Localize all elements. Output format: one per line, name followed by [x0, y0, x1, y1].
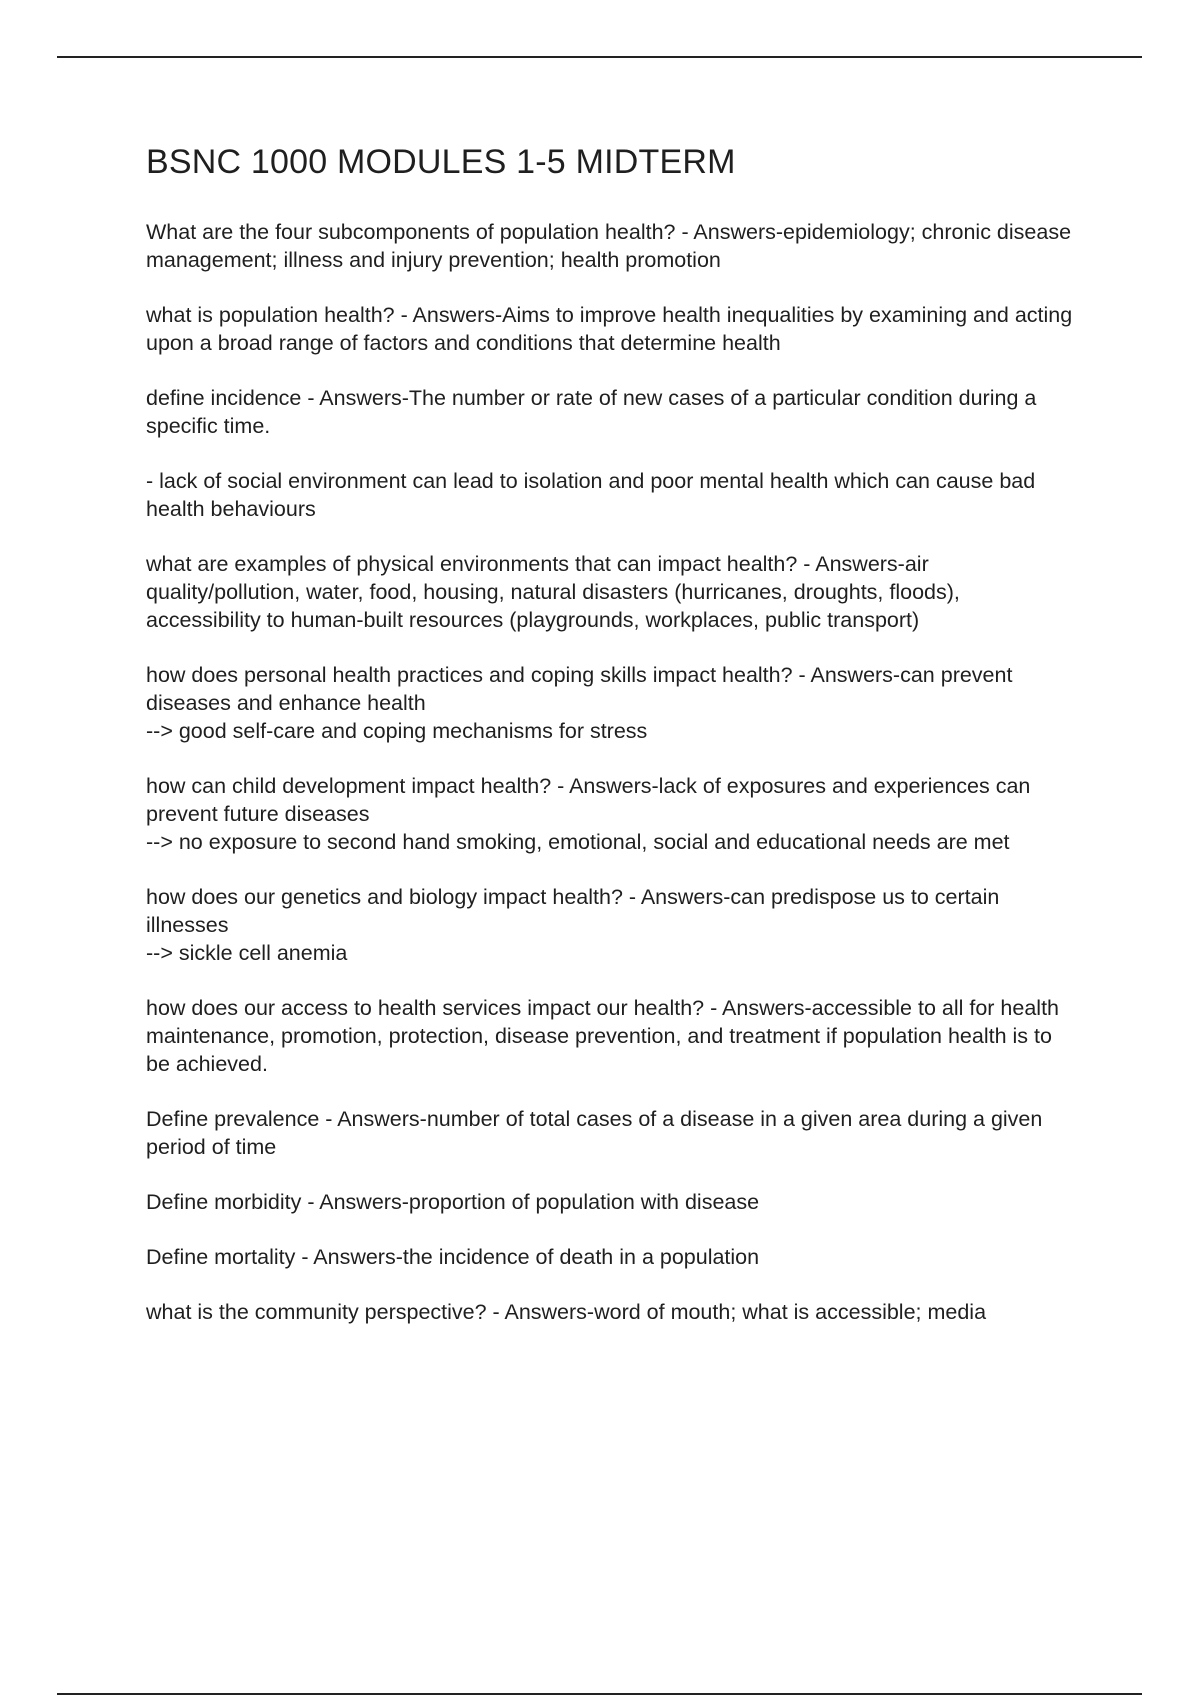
qa-item: define incidence - Answers-The number or rate of new cases of a particular condition during a specific time.: [146, 386, 1037, 438]
qa-item: - lack of social environment can lead to isolation and poor mental health which can cause bad health behaviours: [146, 469, 1036, 521]
qa-item: how does personal health practices and coping skills impact health? - Answers-can prevent diseases and enhance health --> good self-care and coping mechanisms for stress: [146, 663, 1013, 743]
qa-item: what is population health? - Answers-Aims to improve health inequalities by examining and acting upon a broad range of factors and conditions that determine health: [146, 303, 1073, 355]
qa-item: Define mortality - Answers-the incidence of death in a population: [146, 1245, 760, 1269]
document-title: BSNC 1000 MODULES 1-5 MIDTERM: [146, 143, 736, 181]
top-divider: [57, 56, 1142, 58]
qa-item: Define prevalence - Answers-number of total cases of a disease in a given area during a given period of time: [146, 1107, 1043, 1159]
qa-item: Define morbidity - Answers-proportion of population with disease: [146, 1190, 760, 1214]
qa-item: how can child development impact health? - Answers-lack of exposures and experiences can prevent future diseases --> no exposure to second hand smoking, emotional, social and educational needs are met: [146, 774, 1031, 854]
qa-item: what are examples of physical environments that can impact health? - Answers-air quality/pollution, water, food, housing, natural disasters (hurricanes, droughts, floods), accessibility to human-built resources (playgrounds, workplaces, public transport): [146, 552, 960, 632]
qa-item: how does our access to health services impact our health? - Answers-accessible to all for health maintenance, promotion, protection, disease prevention, and treatment if population health is to be achieved.: [146, 996, 1060, 1076]
bottom-divider: [57, 1693, 1142, 1695]
qa-list: [146, 218, 1076, 1326]
qa-item: how does our genetics and biology impact health? - Answers-can predispose us to certain illnesses --> sickle cell anemia: [146, 885, 1000, 965]
qa-item: What are the four subcomponents of population health? - Answers-epidemiology; chronic disease management; illness and injury prevention; health promotion: [146, 220, 1072, 272]
qa-item: what is the community perspective? - Answers-word of mouth; what is accessible; media: [146, 1300, 987, 1324]
document-body: [146, 140, 1076, 1353]
